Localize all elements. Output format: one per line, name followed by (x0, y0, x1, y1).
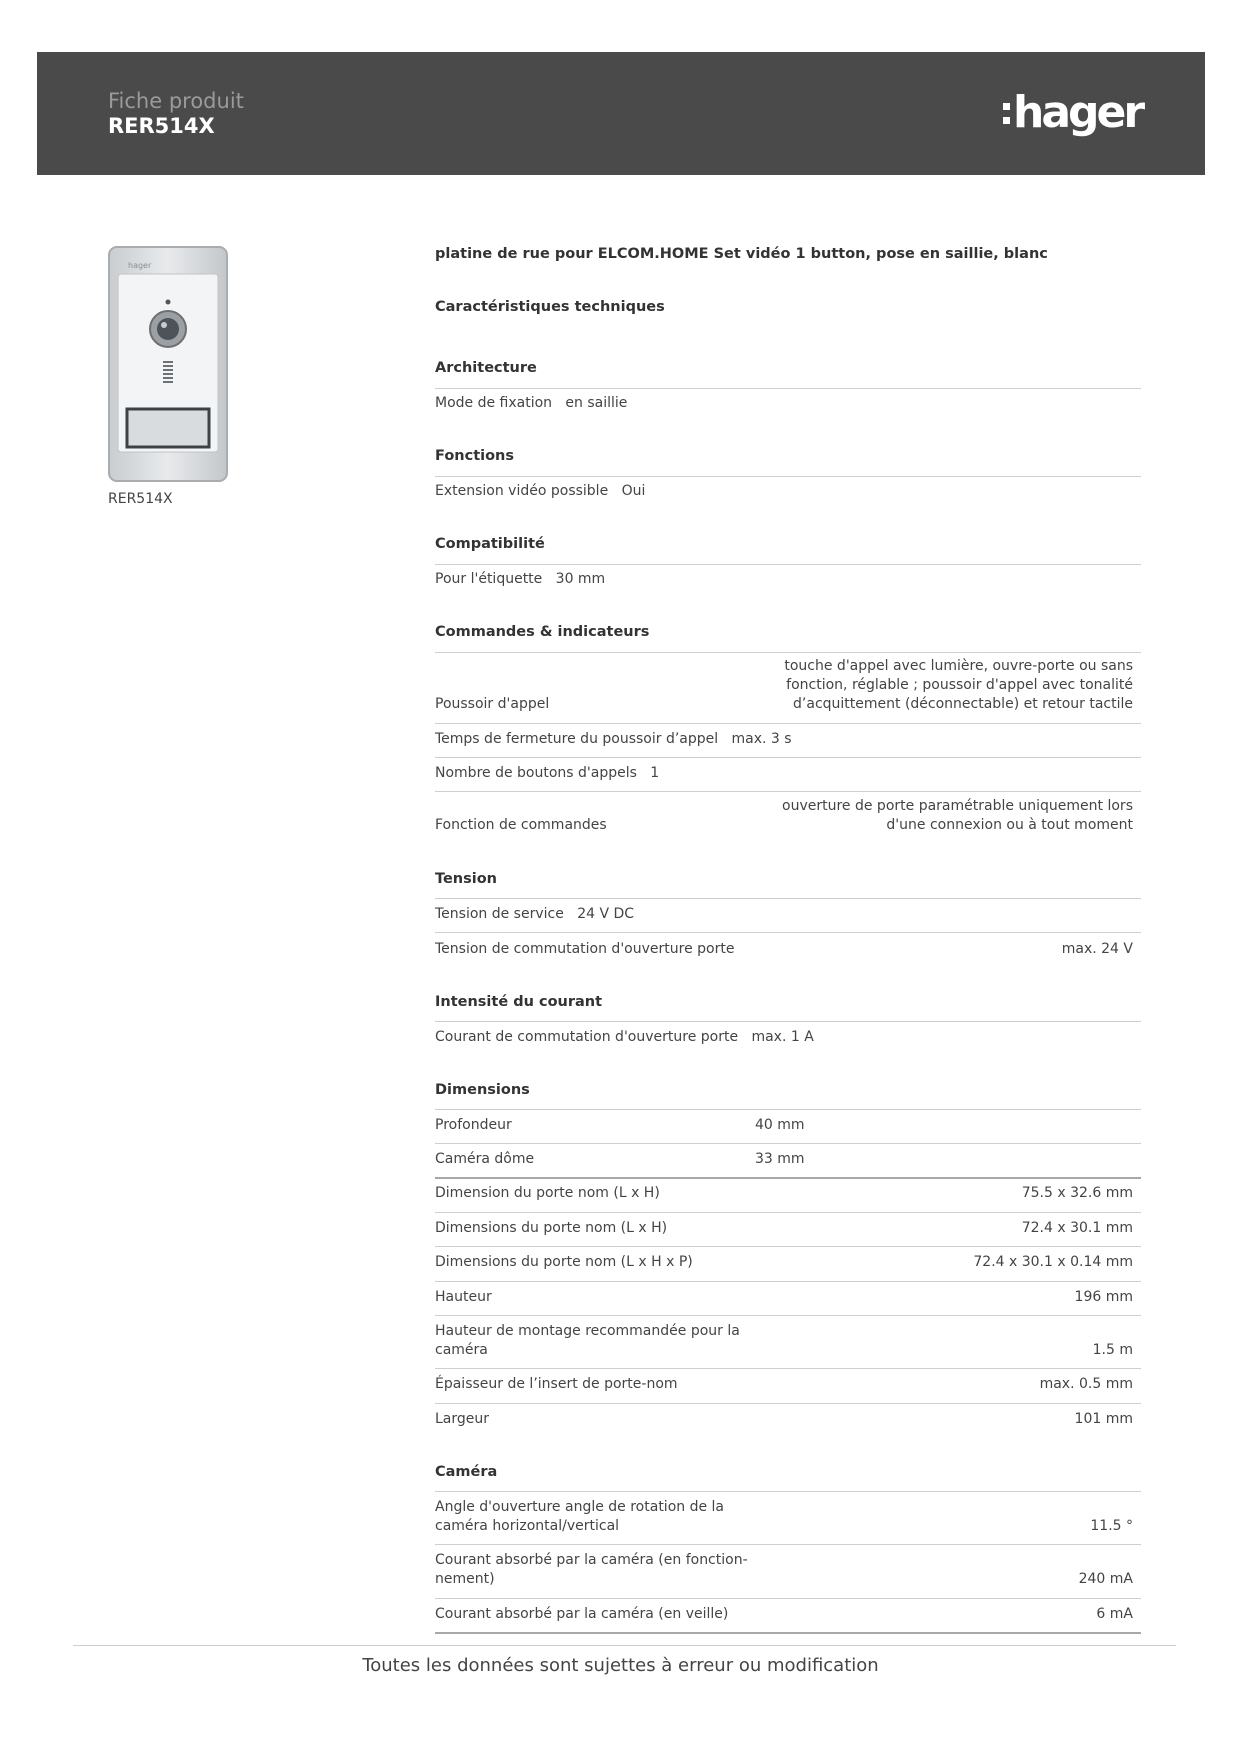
divider (435, 932, 1141, 933)
divider (435, 1109, 1141, 1110)
hager-logo (1003, 83, 1142, 143)
product-image (108, 246, 228, 482)
spec-label: Courant absorbé par la caméra (en veille) (435, 1606, 729, 1622)
spec-row (435, 394, 627, 413)
spec-label: Nombre de boutons d'appels (435, 765, 637, 781)
spec-label: Dimensions du porte nom (L x H x P) (435, 1254, 693, 1270)
divider (435, 476, 1141, 477)
header-banner (37, 52, 1205, 175)
spec-value: 1.5 m (1092, 1342, 1133, 1358)
divider (435, 1315, 1141, 1316)
spec-label: Largeur (435, 1411, 490, 1427)
divider (435, 1368, 1141, 1369)
divider (435, 1491, 1141, 1492)
footer-disclaimer: Toutes les données sont sujettes à erreur ou modification (362, 1655, 879, 1676)
spec-label: Épaisseur de l’insert de porte-nom (435, 1376, 678, 1392)
divider (435, 898, 1141, 899)
spec-row (435, 482, 645, 501)
header-kicker: Fiche produit (108, 89, 244, 113)
spec-label: Angle d'ouverture angle de rotation de la caméra horizontal/vertical (435, 1499, 725, 1534)
section-title-camera: Caméra (435, 1464, 498, 1480)
spec-label: Tension de service (435, 906, 564, 922)
section-title-tension: Tension (435, 871, 498, 887)
spec-value: 33 mm (755, 1151, 805, 1167)
section-title-compatibilite: Compatibilité (435, 536, 545, 552)
section-title-fonctions: Fonctions (435, 448, 515, 464)
spec-label: Temps de fermeture du poussoir d’appel (435, 731, 719, 747)
product-image-caption: RER514X (108, 491, 173, 507)
logo-wordmark: hager (1013, 87, 1143, 138)
logo-dots-icon (1003, 103, 1010, 124)
spec-label: Profondeur (435, 1117, 512, 1133)
spec-value: ouverture de porte paramétrable uniquement lors d'une connexion ou à tout moment (782, 798, 1133, 833)
divider (435, 1281, 1141, 1282)
spec-value: 240 mA (1078, 1571, 1133, 1587)
spec-row (435, 570, 605, 589)
spec-value: max. 0.5 mm (1039, 1376, 1133, 1392)
spec-value: 40 mm (755, 1117, 805, 1133)
header-reference: RER514X (108, 114, 215, 138)
spec-value: 72.4 x 30.1 x 0.14 mm (973, 1254, 1133, 1270)
divider (435, 791, 1141, 792)
spec-value: max. 3 s (731, 731, 792, 747)
divider (435, 652, 1141, 653)
spec-value: 6 mA (1096, 1606, 1133, 1622)
divider (435, 564, 1141, 565)
spec-value: touche d'appel avec lumière, ouvre-porte ou sans fonction, réglable ; poussoir d'appel avec tonalité d’acquittement (déconnectable) et retour tactile (784, 658, 1133, 712)
spec-value: max. 1 A (751, 1029, 814, 1045)
divider (435, 757, 1141, 758)
spec-value: 1 (650, 765, 660, 781)
spec-label: Fonction de commandes (435, 817, 607, 833)
divider (435, 1544, 1141, 1545)
divider (435, 1021, 1141, 1022)
spec-label: Mode de fixation (435, 395, 553, 411)
spec-value: en saillie (565, 395, 628, 411)
spec-label: Courant absorbé par la caméra (en fonction- nement) (435, 1552, 748, 1587)
spec-label: Hauteur de montage recommandée pour la caméra (435, 1323, 740, 1358)
spec-row (435, 905, 634, 924)
spec-label: Pour l'étiquette (435, 571, 543, 587)
tech-title: Caractéristiques techniques (435, 299, 665, 315)
spec-row (435, 1028, 814, 1047)
footer-divider (73, 1645, 1176, 1646)
section-title-intensite: Intensité du courant (435, 994, 603, 1010)
divider (435, 1403, 1141, 1404)
spec-label: Dimension du porte nom (L x H) (435, 1185, 660, 1201)
section-title-commandes: Commandes & indicateurs (435, 624, 650, 640)
spec-label: Extension vidéo possible (435, 483, 609, 499)
divider (435, 1177, 1141, 1179)
spec-value: 30 mm (555, 571, 606, 587)
spec-value: 196 mm (1074, 1289, 1133, 1305)
spec-value: 24 V DC (577, 906, 635, 922)
section-title-architecture: Architecture (435, 360, 537, 376)
section-title-dimensions: Dimensions (435, 1082, 530, 1098)
spec-label: Tension de commutation d'ouverture porte (435, 941, 735, 957)
spec-value: 75.5 x 32.6 mm (1021, 1185, 1133, 1201)
divider (435, 1143, 1141, 1144)
spec-label: Hauteur (435, 1289, 492, 1305)
spec-value: Oui (621, 483, 646, 499)
spec-label: Poussoir d'appel (435, 696, 550, 712)
divider (435, 1212, 1141, 1213)
svg-text:hager: hager (128, 261, 152, 270)
divider (435, 1598, 1141, 1599)
spec-value: max. 24 V (1061, 941, 1133, 957)
spec-label: Caméra dôme (435, 1151, 535, 1167)
product-title: platine de rue pour ELCOM.HOME Set vidéo 1 button, pose en saillie, blanc (435, 246, 1048, 262)
spec-label: Dimensions du porte nom (L x H) (435, 1220, 668, 1236)
divider (435, 723, 1141, 724)
spec-row (435, 730, 792, 749)
spec-value: 101 mm (1074, 1411, 1133, 1427)
divider (435, 388, 1141, 389)
divider (435, 1246, 1141, 1247)
spec-label: Courant de commutation d'ouverture porte (435, 1029, 739, 1045)
spec-row (435, 764, 659, 783)
spec-value: 11.5 ° (1090, 1518, 1133, 1534)
spec-value: 72.4 x 30.1 mm (1021, 1220, 1133, 1236)
divider (435, 1632, 1141, 1634)
